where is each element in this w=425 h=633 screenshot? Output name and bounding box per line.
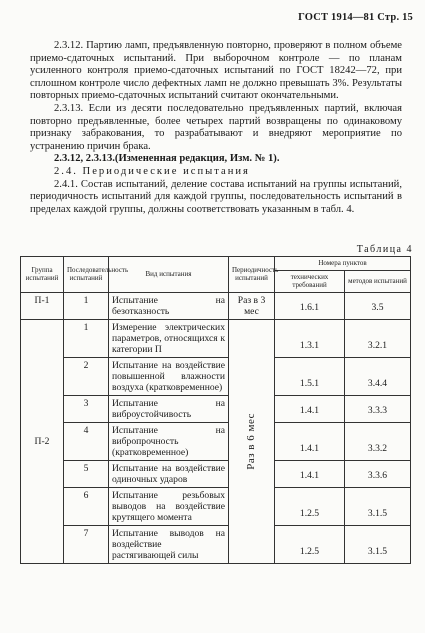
kind-cell: Испытание на вибропрочность (кратковременное) (109, 422, 229, 460)
header-nums: Номера пунктов (275, 257, 411, 271)
kind-cell: Испытание на воздействие одиночных ударов (109, 460, 229, 487)
meth-cell: 3.1.5 (345, 487, 411, 525)
header-seq: Последовательность испытаний (64, 257, 109, 293)
seq-cell: 4 (64, 422, 109, 460)
header-meth: методов испытаний (345, 270, 411, 292)
paragraph-2-3-12: 2.3.12. Партию ламп, предъявленную повторно, проверяют в полном объеме приемо-сдаточных испытаний. При выборочном контроле — по планам усиленного контроля приемо-сдаточных испытаний по ГОСТ 18242—72, при сплошном контроле число дефектных ламп не должно превышать 3%. Результаты повторных приемо-сдаточных испытаний считают окончательными. (30, 40, 402, 102)
kind-cell: Испытание на безотказность (109, 292, 229, 319)
table-row (21, 319, 411, 357)
kind-cell: Измерение электрических параметров, относящихся к категории П (109, 319, 229, 357)
seq-cell: 7 (64, 525, 109, 563)
period-vertical-text: Раз в 6 мес (245, 412, 257, 470)
seq-cell: 1 (64, 292, 109, 319)
table-header-row (21, 257, 411, 271)
meth-cell: 3.2.1 (345, 319, 411, 357)
header-req: технических требований (275, 270, 345, 292)
group-cell: П-1 (21, 292, 64, 319)
kind-cell: Испытание на виброустойчивость (109, 395, 229, 422)
seq-cell: 1 (64, 319, 109, 357)
req-cell: 1.3.1 (275, 319, 345, 357)
paragraph-2-3-13: 2.3.13. Если из десяти последовательно предъявленных партий, включая повторно предъявленные, более четырех партий возвращены по одинаковому признаку забракования, то разрабатывают и внедряют мероприятие по устранению причин брака. (30, 102, 402, 152)
table-row (21, 487, 411, 525)
kind-cell: Испытание на воздействие повышенной влажности воздуха (кратковременное) (109, 357, 229, 395)
req-cell: 1.4.1 (275, 460, 345, 487)
req-cell: 1.5.1 (275, 357, 345, 395)
seq-cell: 5 (64, 460, 109, 487)
kind-cell: Испытание резьбовых выводов на воздействие крутящего момента (109, 487, 229, 525)
body-text (30, 40, 402, 216)
table-row (21, 525, 411, 563)
seq-cell: 6 (64, 487, 109, 525)
header-period: Периодичность испытаний (229, 257, 275, 293)
req-cell: 1.4.1 (275, 395, 345, 422)
header-group: Группа испытаний (21, 257, 64, 293)
meth-cell: 3.3.3 (345, 395, 411, 422)
meth-cell: 3.1.5 (345, 525, 411, 563)
period-cell: Раз в 3 мес (229, 292, 275, 319)
table-caption: Таблица 4 (356, 244, 413, 255)
tests-table (20, 256, 411, 564)
req-cell: 1.2.5 (275, 525, 345, 563)
seq-cell: 2 (64, 357, 109, 395)
page-header: ГОСТ 1914—81 Стр. 15 (298, 12, 413, 23)
table-row (21, 395, 411, 422)
req-cell: 1.2.5 (275, 487, 345, 525)
period-cell (229, 319, 275, 563)
meth-cell: 3.4.4 (345, 357, 411, 395)
kind-cell: Испытание выводов на воздействие растягивающей силы (109, 525, 229, 563)
meth-cell: 3.5 (345, 292, 411, 319)
header-kind: Вид испытания (109, 257, 229, 293)
table-row (21, 292, 411, 319)
meth-cell: 3.3.2 (345, 422, 411, 460)
table-row (21, 460, 411, 487)
section-title: 2.4. Периодические испытания (54, 165, 250, 177)
paragraph-2-4-1: 2.4.1. Состав испытаний, деление состава испытаний на группы испытаний, периодичность испытаний для каждой группы, последовательность испытаний в пределах каждой группы, должны соответствовать указанным в табл. 4. (30, 178, 402, 215)
amendment-note: 2.3.12, 2.3.13.(Измененная редакция, Изм. № 1). (54, 153, 280, 165)
seq-cell: 3 (64, 395, 109, 422)
group-cell: П-2 (21, 319, 64, 563)
req-cell: 1.4.1 (275, 422, 345, 460)
table-row (21, 357, 411, 395)
table-row (21, 422, 411, 460)
req-cell: 1.6.1 (275, 292, 345, 319)
meth-cell: 3.3.6 (345, 460, 411, 487)
